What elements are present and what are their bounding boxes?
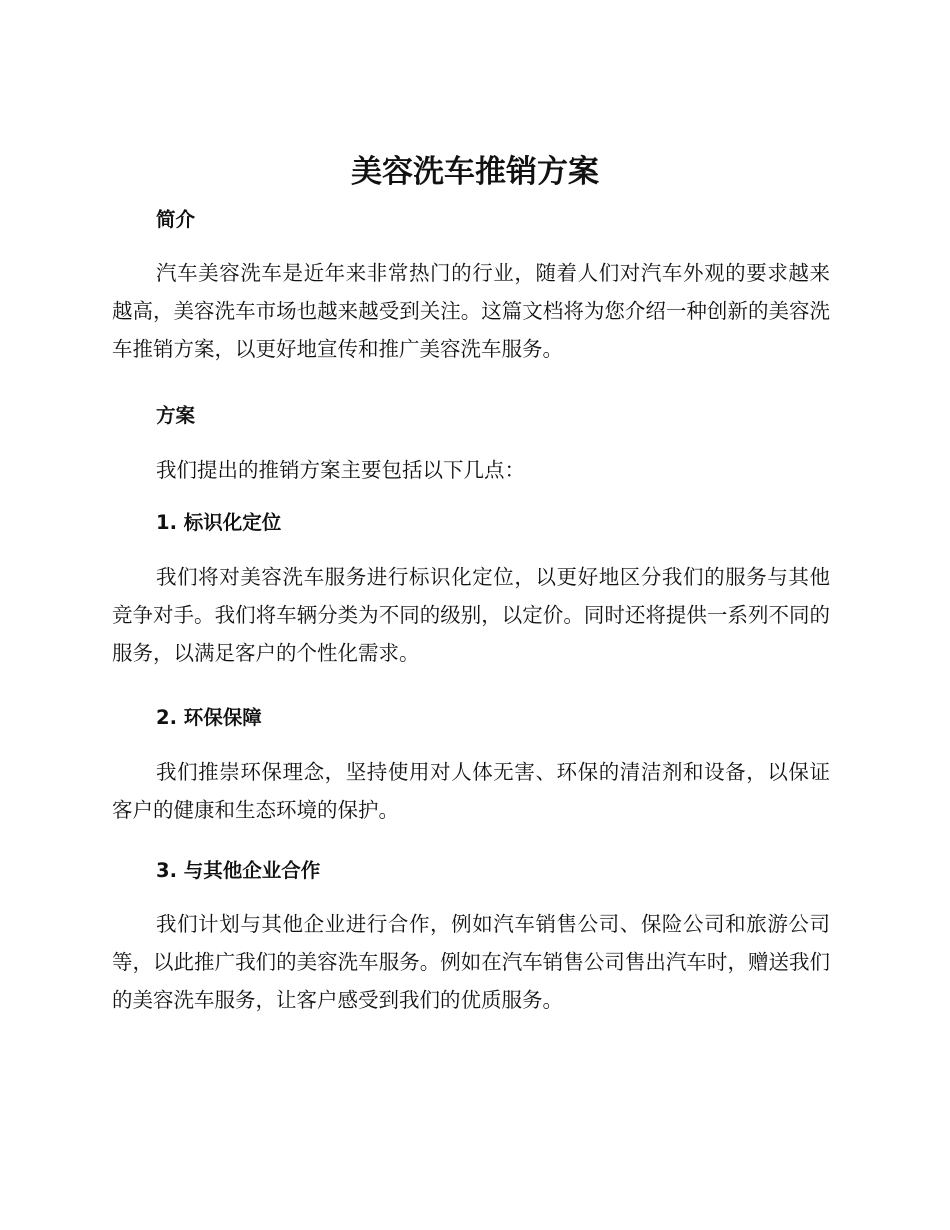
- section-heading-intro: 简介: [156, 208, 196, 231]
- section-heading-partnership: 3. 与其他企业合作: [156, 859, 321, 882]
- paragraph-plan: 我们提出的推销方案主要包括以下几点：: [156, 458, 525, 482]
- section-heading-positioning: 1. 标识化定位: [156, 511, 282, 534]
- paragraph-intro: 汽车美容洗车是近年来非常热门的行业，随着人们对汽车外观的要求越来越高，美容洗车市场也越来越受到关注。这篇文档将为您介绍一种创新的美容洗车推销方案，以更好地宣传和推广美容洗车服务。: [112, 261, 830, 361]
- section-heading-plan: 方案: [156, 404, 196, 427]
- section-heading-eco: 2. 环保保障: [156, 706, 262, 729]
- paragraph-eco: 我们推崇环保理念，坚持使用对人体无害、环保的清洁剂和设备，以保证客户的健康和生态环境的保护。: [112, 760, 830, 822]
- page-title: 美容洗车推销方案: [351, 154, 599, 190]
- paragraph-positioning: 我们将对美容洗车服务进行标识化定位，以更好地区分我们的服务与其他竞争对手。我们将车辆分类为不同的级别，以定价。同时还将提供一系列不同的服务，以满足客户的个性化需求。: [112, 565, 830, 665]
- paragraph-partnership: 我们计划与其他企业进行合作，例如汽车销售公司、保险公司和旅游公司等，以此推广我们的美容洗车服务。例如在汽车销售公司售出汽车时，赠送我们的美容洗车服务，让客户感受到我们的优质服务。: [112, 912, 830, 1012]
